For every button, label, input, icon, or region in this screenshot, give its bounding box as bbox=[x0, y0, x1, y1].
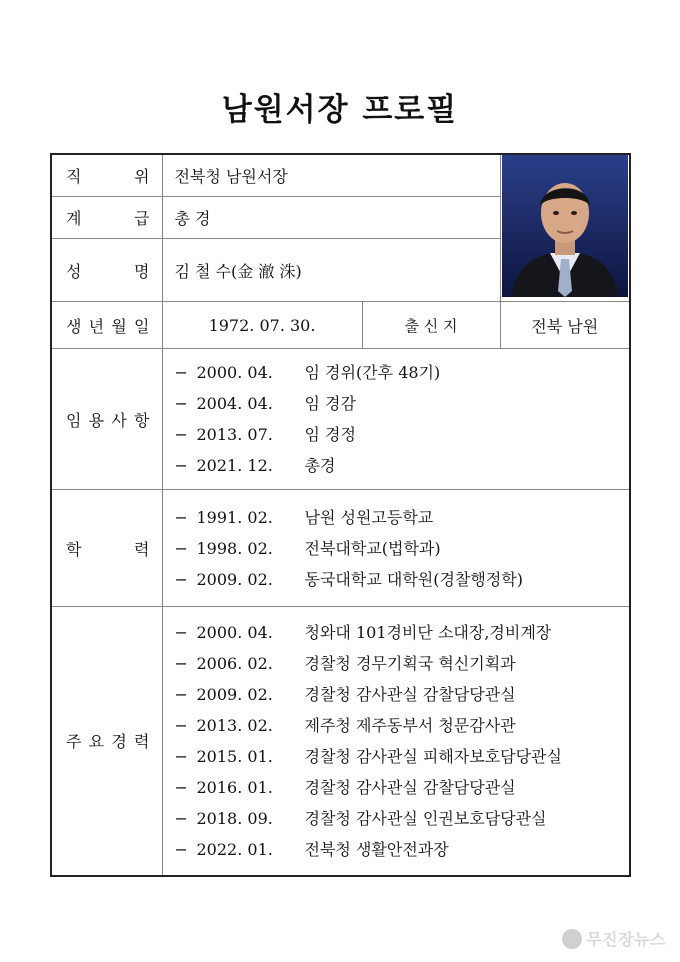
list-item: − 2016. 01. 경찰청 감사관실 감찰담당관실 bbox=[174, 777, 516, 797]
career-list bbox=[162, 607, 630, 876]
list-item: − 1998. 02. 전북대학교(법학과) bbox=[174, 538, 441, 558]
list-item: − 2021. 12. 총경 bbox=[174, 456, 336, 475]
list-item: − 2006. 02. 경찰청 경무기획국 혁신기획과 bbox=[174, 653, 516, 673]
watermark-text: 무진장뉴스 bbox=[586, 930, 666, 949]
origin-value: 전북 남원 bbox=[500, 302, 630, 349]
rank-value: 총 경 bbox=[162, 196, 500, 238]
list-item: − 1991. 02. 남원 성원고등학교 bbox=[174, 507, 434, 527]
page-title: 남원서장 프로필 bbox=[221, 92, 459, 128]
appointments-label: 임 용 사 항 bbox=[51, 349, 162, 490]
name-value: 김 철 수(金 澈 洙) bbox=[162, 239, 500, 302]
origin-label: 출 신 지 bbox=[362, 302, 500, 349]
list-item: − 2009. 02. 경찰청 감사관실 감찰담당관실 bbox=[174, 684, 516, 704]
list-item: − 2000. 04. 임 경위(간후 48기) bbox=[174, 363, 441, 382]
birth-value: 1972. 07. 30. bbox=[162, 302, 362, 349]
watermark bbox=[562, 927, 666, 950]
portrait-photo bbox=[500, 154, 630, 302]
career-label: 주 요 경 력 bbox=[51, 607, 162, 876]
watermark-logo-icon bbox=[562, 929, 582, 949]
portrait-image bbox=[502, 155, 628, 297]
list-item: − 2000. 04. 청와대 101경비단 소대장,경비계장 bbox=[174, 622, 552, 642]
birth-label: 생 년 월 일 bbox=[51, 302, 162, 349]
list-item: − 2009. 02. 동국대학교 대학원(경찰행정학) bbox=[174, 569, 523, 589]
appointments-list bbox=[162, 349, 630, 490]
list-item: − 2013. 07. 임 경정 bbox=[174, 425, 356, 444]
list-item: − 2018. 09. 경찰청 감사관실 인권보호담당관실 bbox=[174, 808, 547, 828]
list-item: − 2013. 02. 제주청 제주동부서 청문감사관 bbox=[174, 715, 516, 735]
position-label: 직 위 bbox=[51, 154, 162, 196]
education-label: 학 력 bbox=[51, 490, 162, 607]
profile-table bbox=[50, 153, 631, 877]
list-item: − 2004. 04. 임 경감 bbox=[174, 394, 356, 413]
name-label: 성 명 bbox=[51, 239, 162, 302]
rank-label: 계 급 bbox=[51, 196, 162, 238]
list-item: − 2022. 01. 전북청 생활안전과장 bbox=[174, 839, 449, 859]
list-item: − 2015. 01. 경찰청 감사관실 피해자보호담당관실 bbox=[174, 746, 562, 766]
education-list bbox=[162, 490, 630, 607]
position-value: 전북청 남원서장 bbox=[162, 154, 500, 196]
